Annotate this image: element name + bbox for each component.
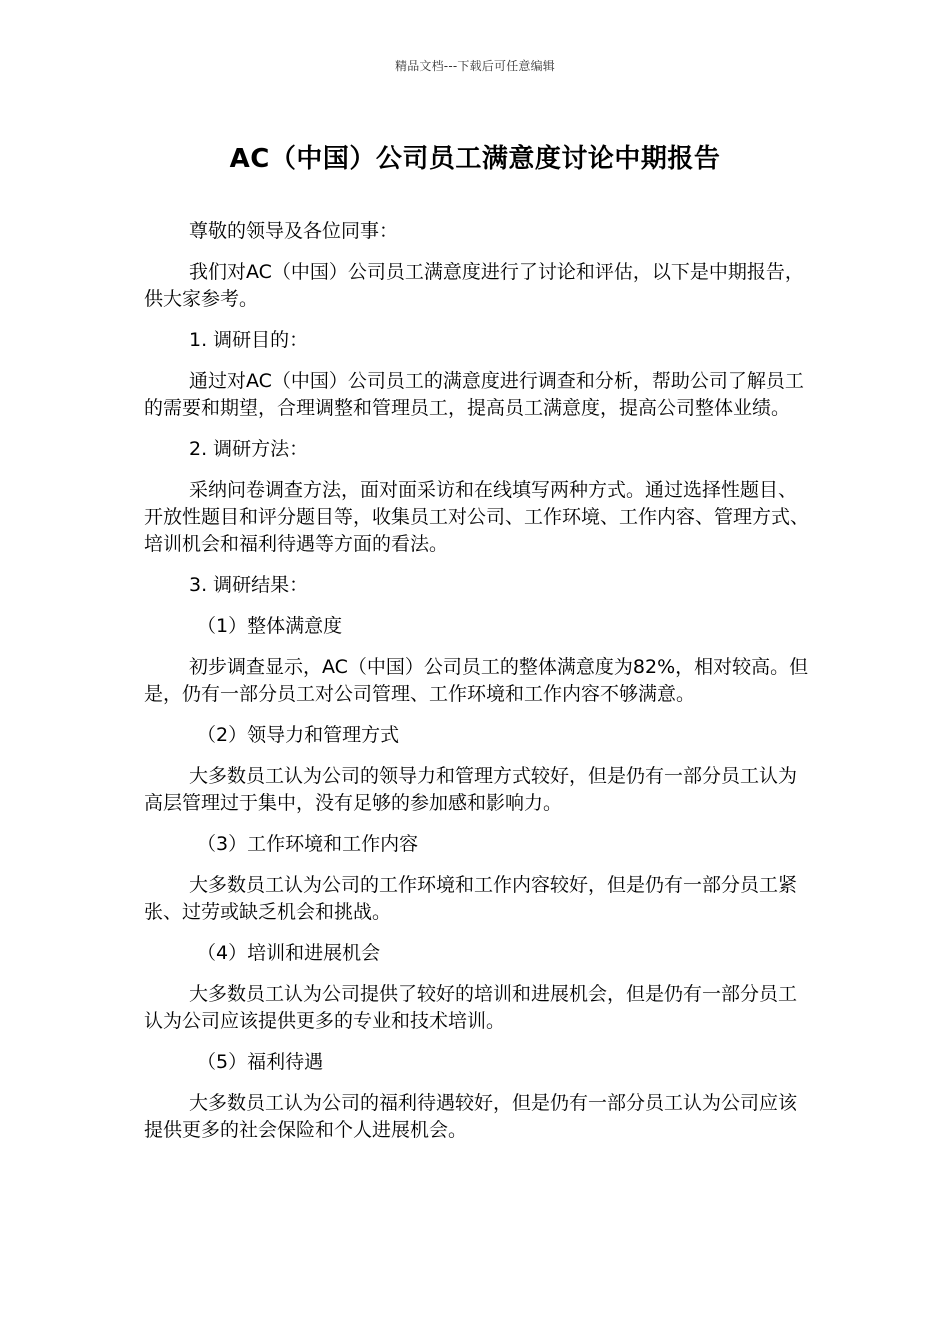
document-title: AC（中国）公司员工满意度讨论中期报告 bbox=[229, 144, 721, 174]
result-heading-overall: （1）整体满意度 bbox=[197, 615, 343, 637]
intro-paragraph: 我们对AC（中国）公司员工满意度进行了讨论和评估，以下是中期报告，供大家参考。 bbox=[144, 261, 804, 310]
section-heading-results: 3. 调研结果： bbox=[189, 574, 309, 596]
result-text-environment: 大多数员工认为公司的工作环境和工作内容较好，但是仍有一部分员工紧张、过劳或缺乏机会和挑战。 bbox=[144, 874, 798, 923]
section-heading-purpose: 1. 调研目的： bbox=[189, 329, 309, 351]
section-text-method: 采纳问卷调查方法，面对面采访和在线填写两种方式。通过选择性题目、开放性题目和评分题目等，收集员工对公司、工作环境、工作内容、管理方式、培训机会和福利待遇等方面的看法。 bbox=[144, 479, 810, 555]
result-heading-training: （4）培训和进展机会 bbox=[197, 942, 381, 964]
section-text-purpose: 通过对AC（中国）公司员工的满意度进行调查和分析，帮助公司了解员工的需要和期望，合理调整和管理员工，提高员工满意度，提高公司整体业绩。 bbox=[144, 370, 804, 419]
result-heading-leadership: （2）领导力和管理方式 bbox=[197, 724, 400, 746]
result-heading-environment: （3）工作环境和工作内容 bbox=[197, 833, 419, 855]
result-text-leadership: 大多数员工认为公司的领导力和管理方式较好，但是仍有一部分员工认为高层管理过于集中，没有足够的参加感和影响力。 bbox=[144, 765, 798, 814]
section-heading-method: 2. 调研方法： bbox=[189, 438, 309, 460]
result-text-overall: 初步调查显示，AC（中国）公司员工的整体满意度为82%，相对较高。但是，仍有一部分员工对公司管理、工作环境和工作内容不够满意。 bbox=[144, 656, 809, 705]
result-heading-benefits: （5）福利待遇 bbox=[197, 1051, 324, 1073]
document-body bbox=[144, 218, 809, 1158]
greeting: 尊敬的领导及各位同事： bbox=[189, 220, 399, 242]
page-header: 精品文档---下载后可任意编辑 bbox=[395, 59, 555, 73]
result-text-benefits: 大多数员工认为公司的福利待遇较好，但是仍有一部分员工认为公司应该提供更多的社会保险和个人进展机会。 bbox=[144, 1092, 798, 1141]
result-text-training: 大多数员工认为公司提供了较好的培训和进展机会，但是仍有一部分员工认为公司应该提供更多的专业和技术培训。 bbox=[144, 983, 798, 1032]
